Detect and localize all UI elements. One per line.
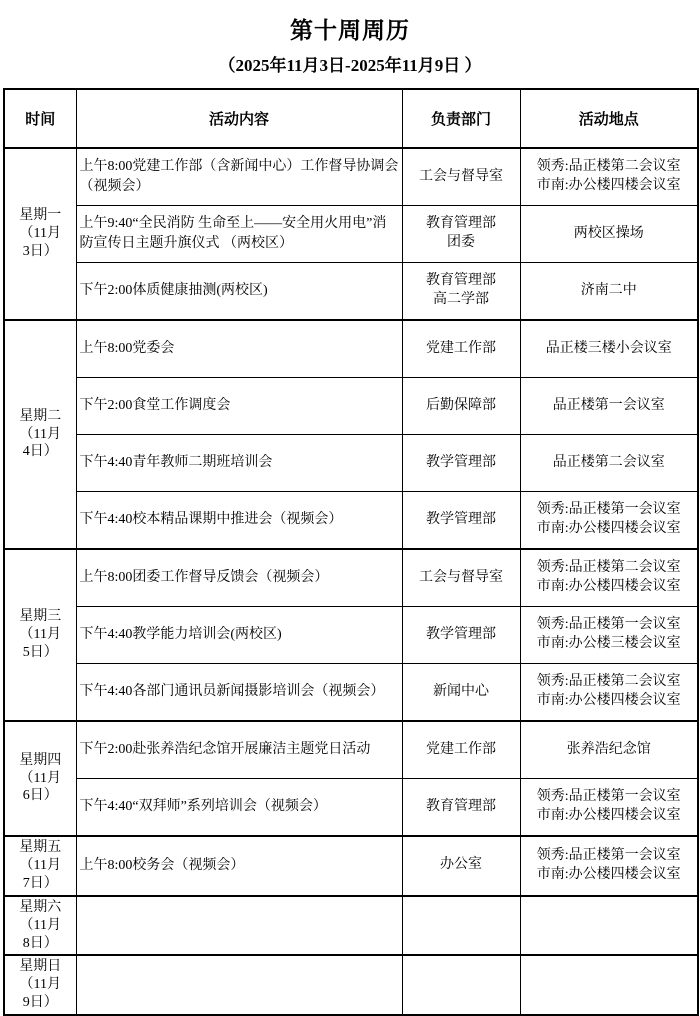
- cell-text-line: 后勤保障部: [426, 397, 496, 413]
- department-cell: [402, 549, 520, 607]
- location-cell: [520, 320, 698, 378]
- cell-text-line: 济南二中: [580, 282, 637, 298]
- department-cell: [402, 206, 520, 263]
- cell-text-line: 领秀:品正楼第二会议室: [536, 560, 681, 576]
- header-row: [4, 89, 698, 148]
- department-cell: [402, 896, 520, 956]
- cell-text-line: （11月: [19, 770, 61, 786]
- location-cell: [520, 664, 698, 722]
- page-title: 第十周周历: [290, 18, 410, 43]
- location-cell: [520, 836, 698, 896]
- cell-text-line: 市南:办公楼四楼会议室: [536, 579, 681, 594]
- day-cell: [4, 721, 76, 836]
- cell-text-line: 张养浩纪念馆: [566, 741, 651, 757]
- day-cell: [4, 955, 76, 1015]
- department-cell: [402, 721, 520, 779]
- location-cell: [520, 896, 698, 956]
- cell-text-line: 教学管理部: [426, 511, 496, 527]
- activity-content-cell: 上午8:00团委工作督导反馈会（视频会）: [76, 549, 402, 607]
- cell-text-line: 领秀:品正楼第一会议室: [536, 617, 681, 633]
- location-cell: [520, 263, 698, 321]
- cell-text-line: 3日）: [22, 243, 58, 259]
- department-cell: [402, 607, 520, 664]
- table-row: [4, 148, 698, 206]
- department-cell: [402, 836, 520, 896]
- department-cell: [402, 492, 520, 550]
- schedule-table: [3, 88, 699, 1016]
- table-row: [4, 263, 698, 321]
- location-cell: [520, 435, 698, 492]
- cell-text-line: 团委: [447, 235, 475, 250]
- cell-text-line: 9日）: [22, 995, 58, 1011]
- cell-text-line: 市南:办公楼四楼会议室: [536, 521, 681, 536]
- cell-text-line: 品正楼三楼小会议室: [545, 340, 672, 356]
- cell-text-line: 品正楼第二会议室: [552, 454, 665, 470]
- location-cell: [520, 492, 698, 550]
- location-cell: [520, 607, 698, 664]
- cell-text-line: 品正楼第一会议室: [552, 397, 665, 413]
- activity-content-cell: 上午8:00党建工作部（含新闻中心）工作督导协调会（视频会）: [76, 148, 402, 206]
- location-cell: [520, 378, 698, 435]
- table-row: [4, 836, 698, 896]
- day-cell: [4, 896, 76, 956]
- cell-text-line: 4日）: [22, 444, 58, 460]
- table-row: [4, 664, 698, 722]
- activity-content-cell: 下午2:00食堂工作调度会: [76, 378, 402, 435]
- activity-content-cell: 上午8:00党委会: [76, 320, 402, 378]
- cell-text-line: 领秀:品正楼第二会议室: [536, 159, 681, 175]
- schedule-body: [4, 148, 698, 1015]
- cell-text-line: 领秀:品正楼第二会议室: [536, 674, 681, 690]
- cell-text-line: 市南:办公楼四楼会议室: [536, 693, 681, 708]
- department-cell: [402, 955, 520, 1015]
- day-cell: [4, 549, 76, 721]
- cell-text-line: 办公室: [440, 857, 482, 873]
- cell-text-line: （11月: [19, 226, 61, 242]
- table-row: [4, 607, 698, 664]
- location-cell: [520, 955, 698, 1015]
- activity-content-cell: 下午4:40各部门通讯员新闻摄影培训会（视频会）: [76, 664, 402, 722]
- location-cell: [520, 721, 698, 779]
- activity-content-cell: 上午8:00校务会（视频会）: [76, 836, 402, 896]
- table-row: [4, 320, 698, 378]
- department-cell: [402, 148, 520, 206]
- location-cell: [520, 206, 698, 263]
- cell-text-line: 教学管理部: [426, 454, 496, 470]
- column-header-department: 负责部门: [402, 89, 520, 148]
- location-cell: [520, 549, 698, 607]
- column-header-time: 时间: [4, 89, 76, 148]
- department-cell: [402, 378, 520, 435]
- column-header-location: 活动地点: [520, 89, 698, 148]
- table-row: [4, 492, 698, 550]
- cell-text-line: 市南:办公楼四楼会议室: [536, 866, 681, 882]
- activity-content-cell: 下午2:00赴张养浩纪念馆开展廉洁主题党日活动: [76, 721, 402, 779]
- cell-text-line: 教育管理部: [426, 216, 496, 232]
- cell-text-line: 市南:办公楼三楼会议室: [536, 636, 681, 651]
- cell-text-line: 党建工作部: [426, 340, 496, 356]
- cell-text-line: 领秀:品正楼第一会议室: [536, 847, 681, 863]
- table-row: [4, 896, 698, 956]
- cell-text-line: 教学管理部: [426, 626, 496, 642]
- table-row: [4, 206, 698, 263]
- cell-text-line: 星期四: [19, 752, 62, 768]
- cell-text-line: （11月: [19, 627, 61, 643]
- activity-content-cell: [76, 955, 402, 1015]
- cell-text-line: 星期日: [19, 959, 62, 975]
- location-cell: [520, 779, 698, 837]
- location-cell: [520, 148, 698, 206]
- cell-text-line: 8日）: [22, 935, 58, 951]
- table-row: [4, 435, 698, 492]
- cell-text-line: 5日）: [22, 644, 58, 660]
- cell-text-line: （11月: [19, 917, 61, 933]
- cell-text-line: 领秀:品正楼第一会议室: [536, 502, 681, 518]
- department-cell: [402, 779, 520, 837]
- table-row: [4, 779, 698, 837]
- cell-text-line: 新闻中心: [433, 683, 489, 699]
- activity-content-cell: 上午9:40“全民消防 生命至上——安全用火用电”消防宣传日主题升旗仪式 （两校区）: [76, 206, 402, 263]
- cell-text-line: 市南:办公楼四楼会议室: [536, 808, 681, 823]
- cell-text-line: 星期二: [19, 408, 62, 424]
- cell-text-line: （11月: [19, 977, 61, 993]
- cell-text-line: 教育管理部: [426, 273, 496, 289]
- department-cell: [402, 263, 520, 321]
- cell-text-line: 工会与督导室: [419, 168, 503, 184]
- day-cell: [4, 320, 76, 549]
- cell-text-line: 星期五: [19, 840, 62, 855]
- activity-content-cell: 下午4:40“双拜师”系列培训会（视频会）: [76, 779, 402, 837]
- table-row: [4, 378, 698, 435]
- activity-content-cell: [76, 896, 402, 956]
- department-cell: [402, 435, 520, 492]
- cell-text-line: （11月: [19, 857, 61, 873]
- table-row: [4, 955, 698, 1015]
- cell-text-line: 教育管理部: [426, 798, 496, 814]
- cell-text-line: 星期一: [19, 208, 62, 224]
- cell-text-line: 星期六: [19, 899, 62, 915]
- cell-text-line: 星期三: [19, 609, 62, 625]
- cell-text-line: 7日）: [22, 875, 58, 891]
- cell-text-line: 高二学部: [433, 292, 489, 307]
- cell-text-line: 两校区操场: [573, 225, 644, 241]
- cell-text-line: 市南:办公楼四楼会议室: [536, 178, 681, 193]
- table-row: [4, 721, 698, 779]
- activity-content-cell: 下午2:00体质健康抽测(两校区): [76, 263, 402, 321]
- department-cell: [402, 320, 520, 378]
- day-cell: [4, 836, 76, 896]
- activity-content-cell: 下午4:40青年教师二期班培训会: [76, 435, 402, 492]
- cell-text-line: 党建工作部: [426, 741, 496, 757]
- activity-content-cell: 下午4:40教学能力培训会(两校区): [76, 607, 402, 664]
- cell-text-line: 工会与督导室: [419, 569, 503, 585]
- day-cell: [4, 148, 76, 320]
- column-header-content: 活动内容: [76, 89, 402, 148]
- department-cell: [402, 664, 520, 722]
- cell-text-line: （11月: [19, 426, 61, 442]
- page-subtitle: （2025年11月3日-2025年11月9日 ）: [218, 56, 482, 75]
- cell-text-line: 领秀:品正楼第一会议室: [536, 789, 681, 805]
- activity-content-cell: 下午4:40校本精品课期中推进会（视频会）: [76, 492, 402, 550]
- table-row: [4, 549, 698, 607]
- cell-text-line: 6日）: [22, 788, 58, 804]
